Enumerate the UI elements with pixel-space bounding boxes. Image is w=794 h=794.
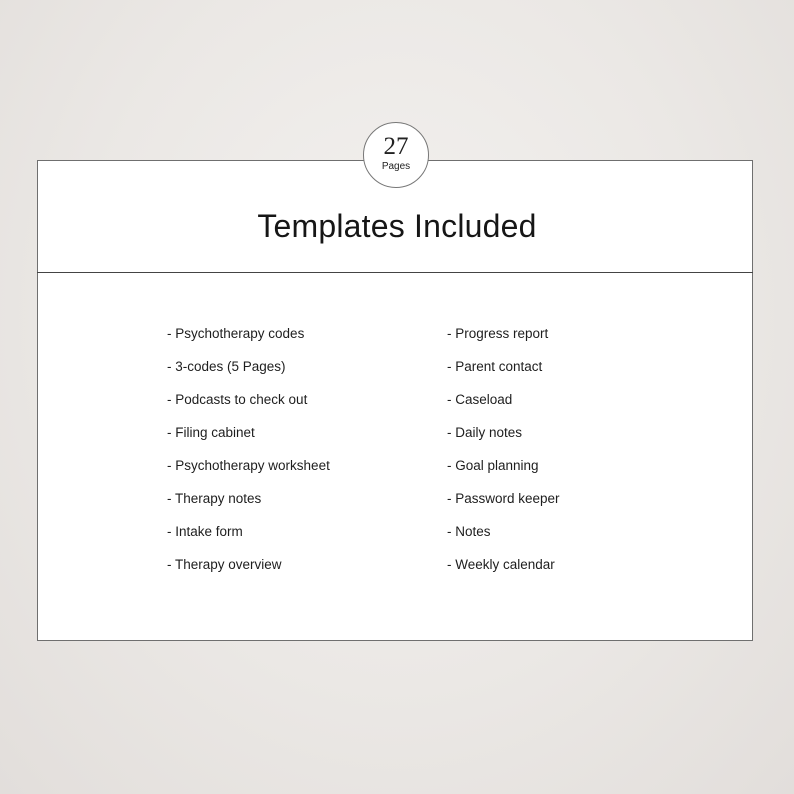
list-item: - Podcasts to check out xyxy=(167,392,308,407)
page-count-number: 27 xyxy=(383,133,409,160)
list-item: - Weekly calendar xyxy=(447,557,555,572)
template-list-left xyxy=(167,322,330,586)
list-item: - Filing cabinet xyxy=(167,425,255,440)
list-item: - Daily notes xyxy=(447,425,523,440)
list-item: - Password keeper xyxy=(447,491,560,506)
list-item: - Psychotherapy codes xyxy=(167,326,305,341)
page-count-unit: Pages xyxy=(381,161,411,172)
list-item: - Intake form xyxy=(167,524,243,539)
page-title: Templates Included xyxy=(257,208,537,244)
list-item: - Parent contact xyxy=(447,359,543,374)
list-item: - Caseload xyxy=(447,392,513,407)
list-item: - 3-codes (5 Pages) xyxy=(167,359,286,374)
page-count-badge xyxy=(363,122,429,188)
list-item: - Goal planning xyxy=(447,458,539,473)
list-item: - Psychotherapy worksheet xyxy=(167,458,330,473)
template-list-right xyxy=(447,322,560,586)
list-item: - Progress report xyxy=(447,326,549,341)
list-item: - Therapy overview xyxy=(167,557,282,572)
title-divider xyxy=(37,272,753,273)
list-item: - Notes xyxy=(447,524,491,539)
list-item: - Therapy notes xyxy=(167,491,262,506)
